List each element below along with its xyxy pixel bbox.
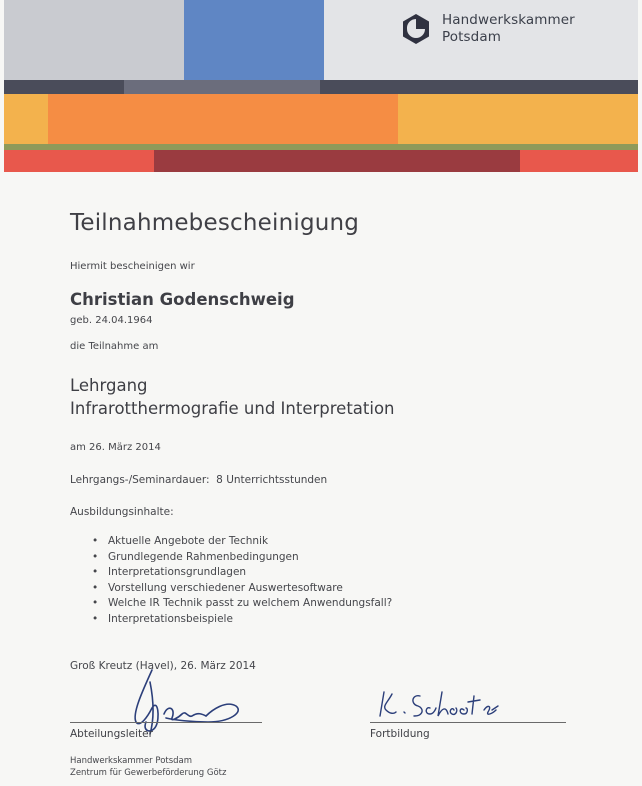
course-duration: Lehrgangs-/Seminardauer: 8 Unterrichtsstunden (70, 474, 328, 486)
right-signature-line (370, 722, 566, 723)
left-signature-label: Abteilungsleiter (70, 728, 153, 740)
list-item: • Interpretationsbeispiele (92, 612, 392, 628)
birth-date: geb. 24.04.1964 (70, 315, 153, 326)
contents-heading: Ausbildungsinhalte: (70, 506, 174, 518)
list-item: • Aktuelle Angebote der Technik (92, 534, 392, 550)
certificate-title: Teilnahmebescheinigung (70, 210, 360, 236)
right-signature (372, 684, 502, 724)
contents-list (92, 534, 392, 627)
header-band-top-blue (184, 0, 324, 80)
header-band-orange (48, 94, 398, 144)
intro-text: Hiermit bescheinigen wir (70, 261, 195, 272)
header-band-coral-right (520, 150, 638, 172)
course-date: am 26. März 2014 (70, 442, 161, 453)
list-item: • Welche IR Technik passt zu welchem Anwendungsfall? (92, 596, 392, 612)
list-item: • Grundlegende Rahmenbedingungen (92, 550, 392, 566)
logo-wordmark (442, 12, 575, 46)
footer-line-2: Zentrum für Gewerbeförderung Götz (70, 768, 227, 778)
participant-name: Christian Godenschweig (70, 290, 295, 309)
footer-line-1: Handwerkskammer Potsdam (70, 756, 193, 766)
header-band-dark-red (154, 150, 520, 172)
course-name: Infrarotthermografie und Interpretation (70, 399, 395, 418)
course-type: Lehrgang (70, 376, 148, 395)
hwk-logo-icon (400, 13, 432, 45)
right-signature-label: Fortbildung (370, 728, 430, 740)
header-band-dark-stripe-accent (124, 80, 320, 94)
list-item: • Interpretationsgrundlagen (92, 565, 392, 581)
header-band-dark-stripe (4, 80, 638, 94)
issuer-footer (70, 755, 226, 779)
participation-text: die Teilnahme am (70, 341, 159, 352)
logo-line-1: Handwerkskammer (442, 12, 575, 28)
header-band-coral-left (4, 150, 154, 172)
header-band-amber-right (398, 94, 638, 144)
place-and-date: Groß Kreutz (Havel), 26. März 2014 (70, 660, 256, 672)
header-band-top-gray (4, 0, 184, 80)
left-signature-line (70, 722, 262, 723)
hwk-logo (400, 12, 575, 46)
header-band-amber-left (4, 94, 48, 144)
list-item: • Vorstellung verschiedener Auswertesoftware (92, 581, 392, 597)
logo-line-2: Potsdam (442, 29, 501, 45)
